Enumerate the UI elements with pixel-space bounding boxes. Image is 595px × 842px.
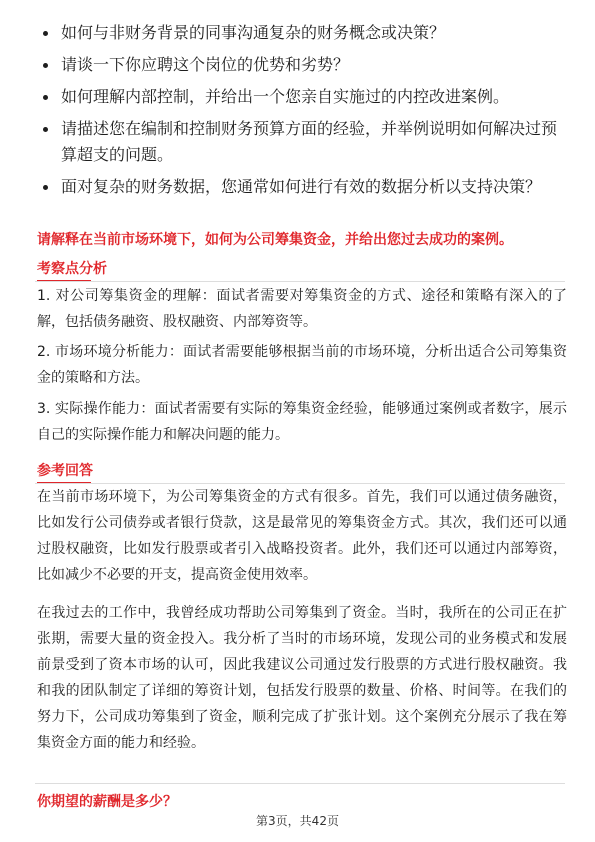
bullet-text: 如何理解内部控制，并给出一个您亲自实施过的内控改进案例。 (61, 87, 510, 106)
bullet-text: 请谈一下你应聘这个岗位的优势和劣势？ (61, 55, 350, 74)
bullet-dot-icon (43, 31, 48, 36)
analysis-section-title (37, 257, 107, 281)
analysis-point: 2. 市场环境分析能力：面试者需要能够根据当前的市场环境，分析出适合公司筹集资金的策略和方法。 (37, 344, 567, 386)
answer-section-title (37, 459, 93, 483)
bullet-dot-icon (43, 127, 48, 132)
bullet-text: 请描述您在编制和控制财务预算方面的经验，并举例说明如何解决过预算超支的问题。 (61, 119, 558, 164)
bullet-item (37, 20, 567, 46)
section-divider (35, 281, 565, 282)
bullet-item (37, 116, 567, 168)
analysis-point: 1. 对公司筹集资金的理解：面试者需要对筹集资金的方式、途径和策略有深入的了解，包括债务融资、股权融资、内部筹资等。 (37, 288, 567, 330)
bullet-item (37, 174, 567, 200)
answer-title-text: 参考回答 (37, 463, 93, 479)
answer-paragraph: 在当前市场环境下，为公司筹集资金的方式有很多。首先，我们可以通过债务融资，比如发行公司债券或者银行贷款，这是最常见的筹集资金方式。其次，我们还可以通过股权融资，比如发行股票或者引入战略投资者。此外，我们还可以通过内部筹资，比如减少不必要的开支，提高资金使用效率。 (37, 489, 567, 583)
bullet-dot-icon (43, 185, 48, 190)
question-bullet-list (37, 20, 567, 206)
bullet-item (37, 52, 567, 78)
interview-question: 请解释在当前市场环境下，如何为公司筹集资金，并给出您过去成功的案例。 (37, 232, 513, 248)
answer-paragraph: 在我过去的工作中，我曾经成功帮助公司筹集到了资金。当时，我所在的公司正在扩张期，需要大量的资金投入。我分析了当时的市场环境，发现公司的业务模式和发展前景受到了资本市场的认可，因此我建议公司通过发行股票的方式进行股权融资。我和我的团队制定了详细的筹资计划，包括发行股票的数量、价格、时间等。在我们的努力下，公司成功筹集到了资金，顺利完成了扩张计划。这个案例充分展示了我在筹集资金方面的能力和经验。 (37, 605, 567, 751)
analysis-point: 3. 实际操作能力：面试者需要有实际的筹集资金经验，能够通过案例或者数字，展示自己的实际操作能力和解决问题的能力。 (37, 401, 567, 443)
page-number: 第3页，共42页 (256, 814, 339, 828)
bullet-dot-icon (43, 95, 48, 100)
section-divider (35, 783, 565, 784)
bullet-item (37, 84, 567, 110)
analysis-title-text: 考察点分析 (37, 261, 107, 277)
bullet-text: 如何与非财务背景的同事沟通复杂的财务概念或决策？ (61, 23, 446, 42)
bullet-text: 面对复杂的财务数据，您通常如何进行有效的数据分析以支持决策？ (61, 177, 542, 196)
next-question: 你期望的薪酬是多少？ (37, 794, 177, 810)
bullet-dot-icon (43, 63, 48, 68)
